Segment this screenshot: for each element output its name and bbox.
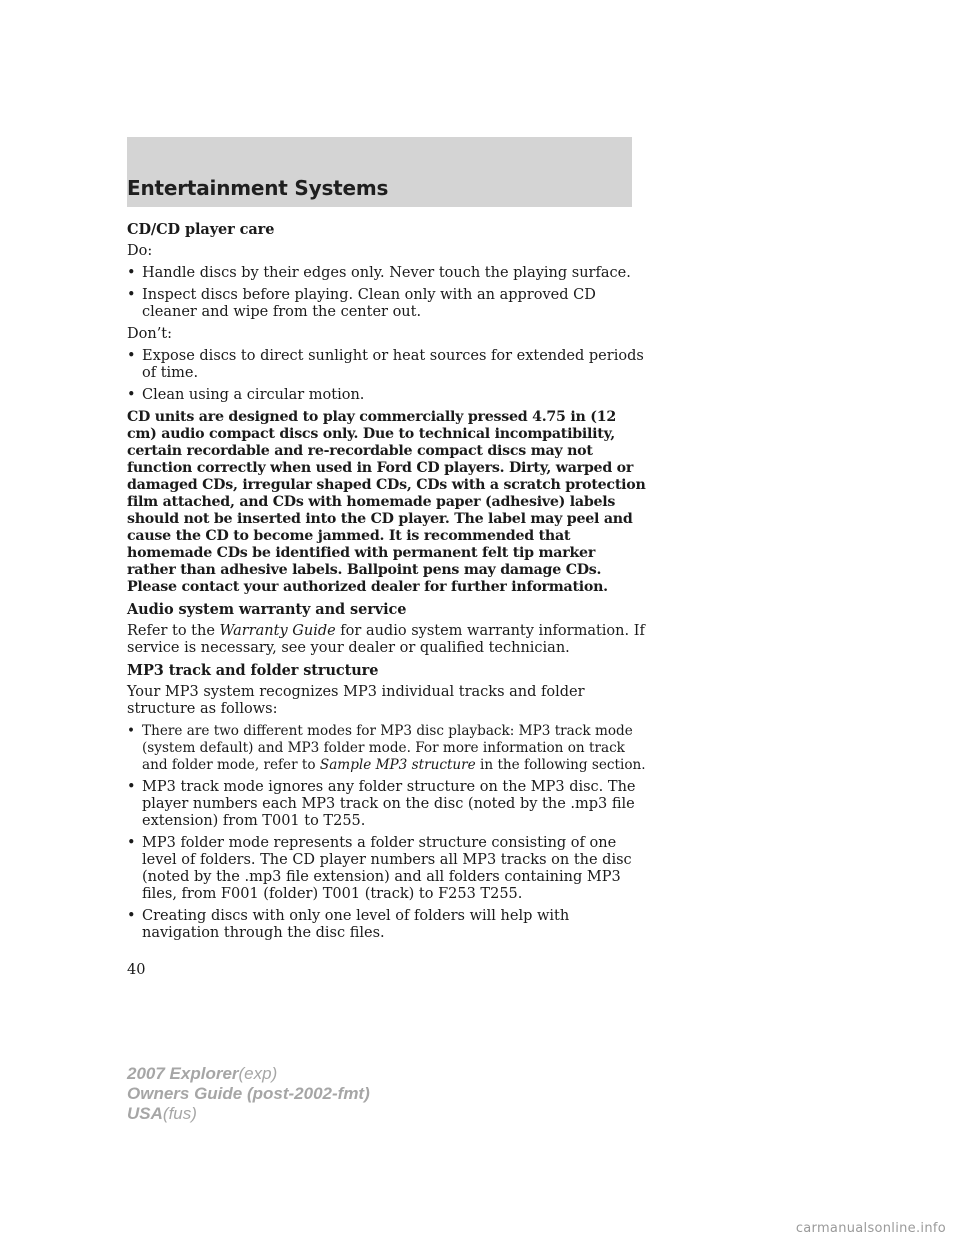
mp3-item xyxy=(127,723,647,774)
do-item-text: Inspect discs before playing. Clean only with an approved CD cleaner and wipe from the center out. xyxy=(142,287,596,320)
footer-market-code: (fus) xyxy=(162,1104,197,1123)
bullet-mark: • xyxy=(127,835,136,851)
mp3-item xyxy=(127,908,647,942)
do-item-text: Handle discs by their edges only. Never touch the playing surface. xyxy=(142,265,631,281)
dont-item-text: Clean using a circular motion. xyxy=(142,387,365,403)
page-content xyxy=(127,221,647,947)
bullet-mark: • xyxy=(127,723,136,739)
mp3-item-text: MP3 folder mode represents a folder structure consisting of one level of folders. The CD player numbers all MP3 tracks on the disc (noted by the .mp3 file extension) and all folders containing MP3 files, from F001 (folder) T001 (track) to F253 T255. xyxy=(142,835,632,902)
document-footer xyxy=(127,1064,370,1124)
page-number: 40 xyxy=(127,962,146,978)
mp3-item-text xyxy=(142,723,646,773)
bullet-mark: • xyxy=(127,779,136,795)
mp3-item xyxy=(127,779,647,830)
mp3-item-text: MP3 track mode ignores any folder structure on the MP3 disc. The player numbers each MP3 track on the disc (noted by the .mp3 file extension) from T001 to T255. xyxy=(142,779,636,829)
warranty-guide-reference: Warranty Guide xyxy=(219,623,336,639)
dont-item-text: Expose discs to direct sunlight or heat sources for extended periods of time. xyxy=(142,348,644,381)
warranty-text-after: for audio system warranty information. If service is necessary, see your dealer or qualified technician. xyxy=(127,623,645,656)
warranty-heading: Audio system warranty and service xyxy=(127,601,407,618)
section-title: Entertainment Systems xyxy=(127,176,389,200)
mp3-item-text: Creating discs with only one level of folders will help with navigation through the disc files. xyxy=(142,908,570,941)
dont-item xyxy=(127,387,647,404)
footer-line-model xyxy=(127,1064,370,1084)
footer-model: 2007 Explorer xyxy=(127,1064,239,1083)
footer-line-guide xyxy=(127,1084,370,1104)
footer-model-code: (exp) xyxy=(238,1064,278,1083)
footer-line-market xyxy=(127,1104,370,1124)
mp3-heading: MP3 track and folder structure xyxy=(127,662,379,679)
mp3-item1-after: in the following section. xyxy=(475,757,646,773)
footer-guide: Owners Guide (post-2002-fmt) xyxy=(127,1084,370,1103)
mp3-item xyxy=(127,835,647,903)
bullet-mark: • xyxy=(127,265,136,281)
mp3-intro: Your MP3 system recognizes MP3 individual tracks and folder structure as follows: xyxy=(127,684,585,717)
do-item xyxy=(127,265,647,282)
dont-label: Don’t: xyxy=(127,326,173,342)
dont-item xyxy=(127,348,647,382)
watermark: carmanualsonline.info xyxy=(795,1221,946,1236)
do-item xyxy=(127,287,647,321)
warranty-text-before: Refer to the xyxy=(127,623,220,639)
warranty-paragraph xyxy=(127,623,647,657)
bullet-mark: • xyxy=(127,287,136,303)
bullet-mark: • xyxy=(127,387,136,403)
care-heading: CD/CD player care xyxy=(127,221,275,238)
do-label: Do: xyxy=(127,243,153,259)
sample-structure-reference: Sample MP3 structure xyxy=(319,757,476,773)
bullet-mark: • xyxy=(127,348,136,364)
footer-market: USA xyxy=(127,1104,163,1123)
mp3-item1-before: There are two different modes for MP3 disc playback: MP3 track mode (system default) and MP3 folder mode. For more information on track and folder mode, refer to xyxy=(142,723,633,773)
bullet-mark: • xyxy=(127,908,136,924)
cd-warning-text: CD units are designed to play commercially pressed 4.75 in (12 cm) audio compact discs only. Due to technical incompatibility, certain recordable and re-recordable compact discs may not function correctly when used in Ford CD players. Dirty, warped or damaged CDs, irregular shaped CDs, CDs with a scratch protection film attached, and CDs with homemade paper (adhesive) labels should not be inserted into the CD player. The label may peel and cause the CD to become jammed. It is recommended that homemade CDs be identified with permanent felt tip marker rather than adhesive labels. Ballpoint pens may damage CDs. Please contact your authorized dealer for further information. xyxy=(127,409,646,595)
